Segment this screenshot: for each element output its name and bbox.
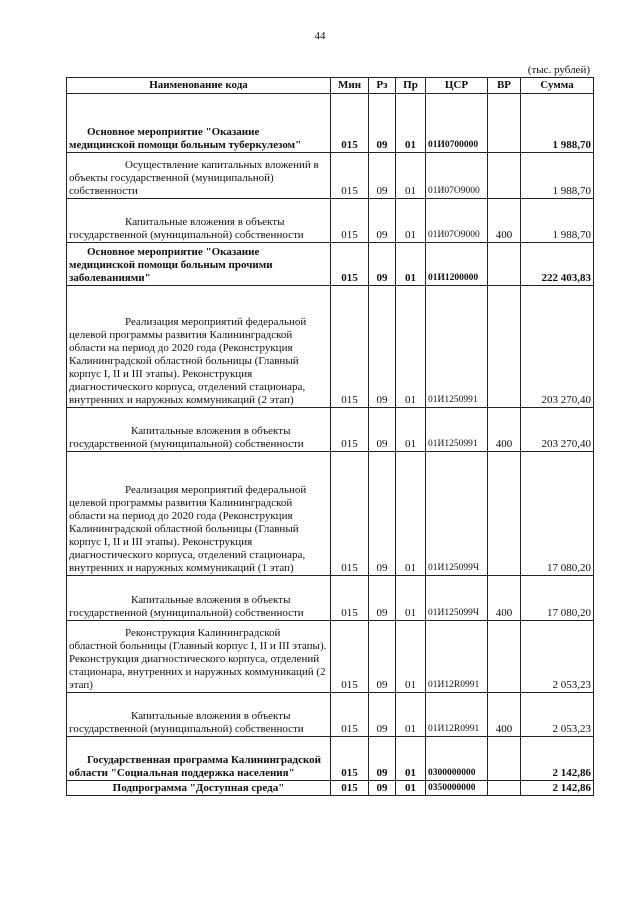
header-rz: Рз [369, 78, 396, 94]
table-row [67, 737, 594, 781]
row-pr: 01 [396, 781, 426, 796]
row-min: 015 [331, 153, 369, 199]
row-rz: 09 [369, 452, 396, 576]
row-rz: 09 [369, 737, 396, 781]
row-min: 015 [331, 693, 369, 737]
row-vr [488, 737, 521, 781]
row-pr: 01 [396, 408, 426, 452]
row-csr: 01И125099Ч [426, 576, 488, 621]
row-sum: 2 053,23 [521, 693, 594, 737]
header-csr: ЦСР [426, 78, 488, 94]
row-sum: 2 053,23 [521, 621, 594, 693]
row-min: 015 [331, 621, 369, 693]
row-name: Реализация мероприятий федеральной целевой программы развития Калининградской области на период до 2020 года (Реконструкция Калининградской областной больницы (Главный корпус I, II и III этапы). Реконструкция диагностического корпуса, отделений стационара, внутренних и наружных коммуникаций (1 этап) [67, 452, 331, 576]
row-name: Осуществление капитальных вложений в объекты государственной (муниципальной) собственности [67, 153, 331, 199]
row-pr: 01 [396, 94, 426, 153]
row-vr: 400 [488, 408, 521, 452]
row-csr: 01И1250991 [426, 408, 488, 452]
row-vr [488, 621, 521, 693]
row-sum: 203 270,40 [521, 286, 594, 408]
row-csr: 01И0700000 [426, 94, 488, 153]
row-pr: 01 [396, 452, 426, 576]
row-csr: 01И12R0991 [426, 693, 488, 737]
row-pr: 01 [396, 576, 426, 621]
header-sum: Сумма [521, 78, 594, 94]
row-sum: 1 988,70 [521, 153, 594, 199]
row-sum: 1 988,70 [521, 94, 594, 153]
table-row [67, 621, 594, 693]
table-row [67, 199, 594, 243]
row-min: 015 [331, 452, 369, 576]
row-min: 015 [331, 781, 369, 796]
row-csr: 01И07О9000 [426, 199, 488, 243]
row-sum: 17 080,20 [521, 576, 594, 621]
row-rz: 09 [369, 693, 396, 737]
header-row [67, 78, 594, 94]
row-csr: 01И1250991 [426, 286, 488, 408]
row-sum: 2 142,86 [521, 781, 594, 796]
row-min: 015 [331, 408, 369, 452]
row-pr: 01 [396, 243, 426, 286]
row-name: Государственная программа Калининградской области "Социальная поддержка населения" [67, 737, 331, 781]
row-rz: 09 [369, 286, 396, 408]
row-csr: 01И1200000 [426, 243, 488, 286]
row-rz: 09 [369, 153, 396, 199]
row-pr: 01 [396, 693, 426, 737]
row-csr: 0300000000 [426, 737, 488, 781]
row-name: Основное мероприятие "Оказание медицинской помощи больным туберкулезом" [67, 94, 331, 153]
row-sum: 1 988,70 [521, 199, 594, 243]
table-row [67, 286, 594, 408]
row-rz: 09 [369, 199, 396, 243]
units-label: (тыс. рублей) [527, 64, 590, 76]
table-row [67, 243, 594, 286]
row-vr [488, 94, 521, 153]
row-min: 015 [331, 199, 369, 243]
row-sum: 203 270,40 [521, 408, 594, 452]
row-min: 015 [331, 94, 369, 153]
row-rz: 09 [369, 243, 396, 286]
row-pr: 01 [396, 153, 426, 199]
row-pr: 01 [396, 737, 426, 781]
table-row [67, 94, 594, 153]
row-pr: 01 [396, 199, 426, 243]
row-rz: 09 [369, 621, 396, 693]
row-vr [488, 286, 521, 408]
budget-table [66, 77, 594, 796]
row-sum: 17 080,20 [521, 452, 594, 576]
table-row [67, 408, 594, 452]
row-name: Капитальные вложения в объекты государственной (муниципальной) собственности [67, 199, 331, 243]
row-sum: 2 142,86 [521, 737, 594, 781]
row-name: Капитальные вложения в объекты государственной (муниципальной) собственности [67, 576, 331, 621]
row-csr: 01И125099Ч [426, 452, 488, 576]
table-row [67, 576, 594, 621]
row-rz: 09 [369, 781, 396, 796]
row-name: Основное мероприятие "Оказание медицинской помощи больным прочими заболеваниями" [67, 243, 331, 286]
row-min: 015 [331, 576, 369, 621]
row-name: Капитальные вложения в объекты государственной (муниципальной) собственности [67, 408, 331, 452]
row-rz: 09 [369, 94, 396, 153]
row-rz: 09 [369, 408, 396, 452]
row-vr [488, 153, 521, 199]
row-vr [488, 781, 521, 796]
row-vr: 400 [488, 693, 521, 737]
row-min: 015 [331, 737, 369, 781]
row-csr: 01И07О9000 [426, 153, 488, 199]
row-vr [488, 452, 521, 576]
table-row [67, 781, 594, 796]
table-row [67, 452, 594, 576]
row-sum: 222 403,83 [521, 243, 594, 286]
row-csr: 01И12R0991 [426, 621, 488, 693]
row-name: Реконструкция Калининградской областной больницы (Главный корпус I, II и III этапы). Реконструкция диагностического корпуса, отделений стационара, внутренних и наружных коммуникаций (2 этап) [67, 621, 331, 693]
row-name: Капитальные вложения в объекты государственной (муниципальной) собственности [67, 693, 331, 737]
row-name: Подпрограмма "Доступная среда" [67, 781, 331, 796]
row-vr [488, 243, 521, 286]
row-pr: 01 [396, 621, 426, 693]
row-rz: 09 [369, 576, 396, 621]
table-row [67, 153, 594, 199]
header-vr: ВР [488, 78, 521, 94]
page-number: 44 [314, 30, 326, 42]
table-row [67, 693, 594, 737]
row-pr: 01 [396, 286, 426, 408]
row-csr: 0350000000 [426, 781, 488, 796]
row-min: 015 [331, 286, 369, 408]
header-name: Наименование кода [67, 78, 331, 94]
row-vr: 400 [488, 576, 521, 621]
header-min: Мин [331, 78, 369, 94]
row-vr: 400 [488, 199, 521, 243]
header-pr: Пр [396, 78, 426, 94]
row-name: Реализация мероприятий федеральной целевой программы развития Калининградской области на период до 2020 года (Реконструкция Калининградской областной больницы (Главный корпус I, II и III этапы). Реконструкция диагностического корпуса, отделений стационара, внутренних и наружных коммуникаций (2 этап) [67, 286, 331, 408]
row-min: 015 [331, 243, 369, 286]
